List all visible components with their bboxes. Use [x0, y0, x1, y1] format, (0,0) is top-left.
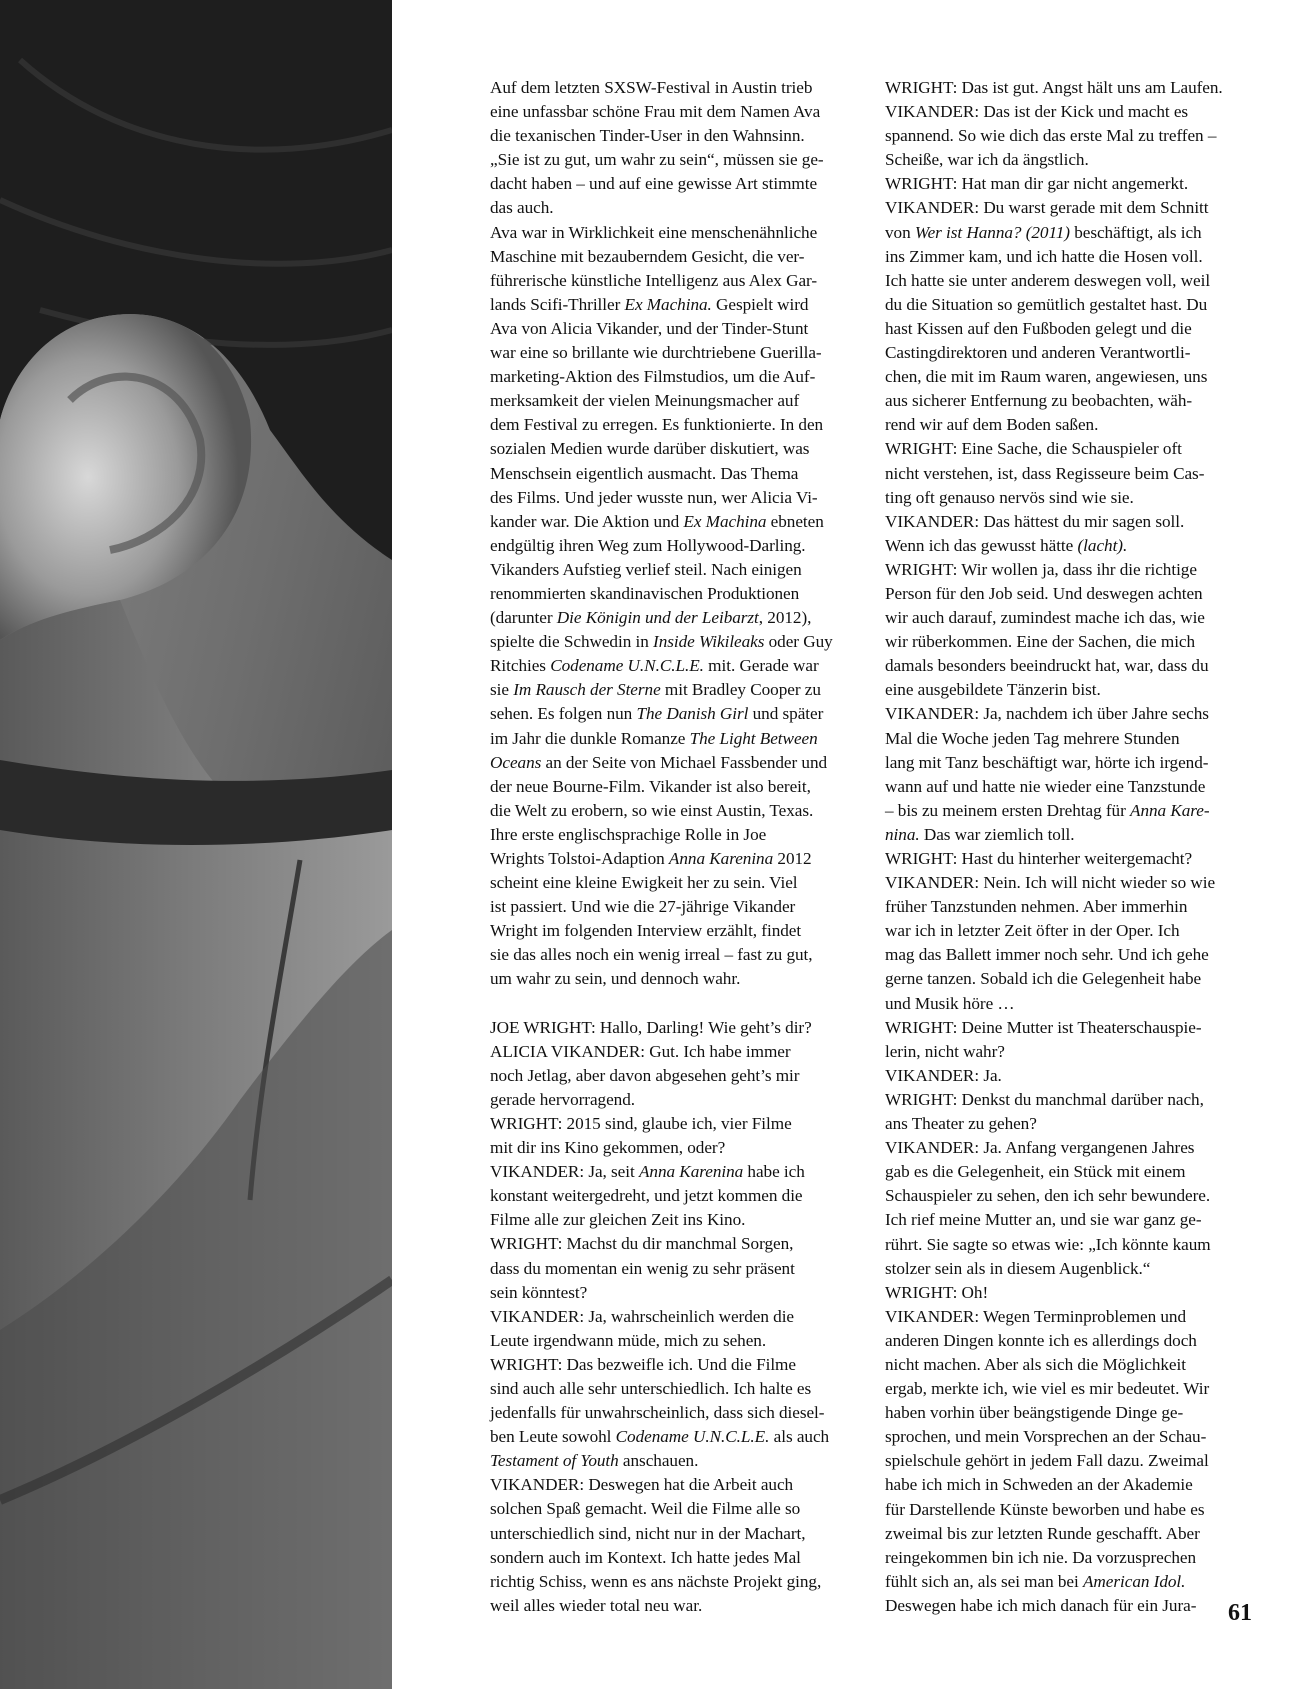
text-line — [490, 317, 860, 341]
text-run: rend wir auf dem Boden saßen. — [885, 415, 1099, 435]
text-run: im Jahr die dunkle Romanze — [490, 728, 690, 748]
text-line — [490, 1040, 860, 1064]
text-run: 2012 — [773, 849, 812, 868]
text-run: richtig Schiss, wenn es ans nächste Projekt ging, — [490, 1571, 822, 1591]
text-run: sein könntest? — [490, 1282, 588, 1302]
text-run: die Welt zu erobern, so wie einst Austin, Texas. — [490, 800, 814, 820]
paragraph-gap — [490, 992, 860, 1016]
text-run: WRIGHT: Hat man dir gar nicht angemerkt. — [885, 174, 1189, 194]
text-run: konstant weitergedreht, und jetzt kommen die — [490, 1186, 803, 1206]
text-line — [885, 606, 1257, 630]
italic-title: American Idol. — [1082, 1571, 1186, 1591]
italic-title: Inside Wikileaks — [653, 632, 765, 652]
text-line — [885, 558, 1257, 582]
text-line — [490, 630, 860, 654]
text-line — [490, 943, 860, 967]
page-number: 61 — [1228, 1600, 1252, 1626]
text-run: war eine so brillante wie durchtriebene Guerilla- — [490, 343, 822, 363]
text-run: lang mit Tanz beschäftigt war, hörte ich irgend- — [885, 752, 1209, 772]
text-run: unterschiedlich sind, nicht nur in der Machart, — [490, 1523, 806, 1543]
text-line — [885, 919, 1257, 943]
text-run: JOE WRIGHT: Hallo, Darling! Wie geht’s dir? — [490, 1017, 812, 1037]
text-run: VIKANDER: Nein. Ich will nicht wieder so wie — [885, 873, 1216, 893]
text-run: VIKANDER: Ja, seit — [490, 1162, 639, 1182]
text-line — [490, 823, 860, 847]
text-line — [490, 1594, 860, 1618]
text-line — [885, 1160, 1257, 1184]
text-line — [885, 1257, 1257, 1281]
text-run: Ava war in Wirklichkeit eine menschenähnliche — [490, 222, 818, 242]
text-line — [885, 1064, 1257, 1088]
text-line — [885, 1594, 1257, 1618]
text-run: lands Scifi-Thriller — [490, 294, 625, 314]
text-run: Leute irgendwann müde, mich zu sehen. — [490, 1330, 767, 1350]
text-run: zweimal bis zur letzten Runde geschafft. Aber — [885, 1523, 1200, 1543]
text-line — [490, 1522, 860, 1546]
text-run: WRIGHT: Denkst du manchmal darüber nach, — [885, 1089, 1204, 1109]
text-run: weil alles wieder total neu war. — [490, 1595, 703, 1615]
text-run: Wenn ich das gewusst hätte — [885, 535, 1078, 555]
text-line — [885, 1112, 1257, 1136]
text-run: ALICIA VIKANDER: Gut. Ich habe immer — [490, 1041, 791, 1061]
text-run: Ich hatte sie unter anderem deswegen voll, weil — [885, 270, 1211, 290]
text-line — [490, 1208, 860, 1232]
text-line — [490, 919, 860, 943]
text-line — [885, 1473, 1257, 1497]
text-run: gerade hervorragend. — [490, 1089, 636, 1109]
text-line — [885, 1184, 1257, 1208]
text-line — [885, 1329, 1257, 1353]
text-line — [885, 1546, 1257, 1570]
text-line — [885, 100, 1257, 124]
text-line — [490, 365, 860, 389]
text-run: WRIGHT: 2015 sind, glaube ich, vier Filme — [490, 1113, 792, 1133]
text-run: VIKANDER: Ja. — [885, 1065, 1002, 1085]
text-run: WRIGHT: Oh! — [885, 1282, 989, 1302]
text-line — [490, 437, 860, 461]
text-line — [490, 1088, 860, 1112]
text-run: – bis zu meinem ersten Drehtag für — [885, 800, 1131, 820]
text-line — [885, 1040, 1257, 1064]
text-run: wir auch darauf, zumindest mache ich das, wie — [885, 608, 1205, 628]
italic-title: Oceans — [490, 752, 542, 772]
text-line — [885, 1136, 1257, 1160]
text-line — [885, 1208, 1257, 1232]
text-line — [490, 871, 860, 895]
text-line — [885, 317, 1257, 341]
text-run: Vikanders Aufstieg verlief steil. Nach einigen — [490, 559, 802, 579]
article-right-column — [885, 76, 1257, 1618]
text-run: habe ich — [743, 1162, 805, 1182]
text-line — [885, 582, 1257, 606]
text-run: Ich rief meine Mutter an, und sie war ganz ge- — [885, 1210, 1202, 1230]
text-line — [490, 1016, 860, 1040]
text-line — [490, 1377, 860, 1401]
text-run: ting oft genauso nervös sind wie sie. — [885, 487, 1134, 507]
text-run: merksamkeit der vielen Meinungsmacher auf — [490, 391, 800, 411]
text-line — [885, 992, 1257, 1016]
text-run: haben vorhin über beängstigende Dinge ge- — [885, 1403, 1184, 1423]
text-line — [490, 1329, 860, 1353]
text-run: Auf dem letzten SXSW-Festival in Austin trieb — [490, 78, 813, 97]
italic-title: Anna Karenina — [638, 1162, 744, 1182]
text-run: Mal die Woche jeden Tag mehrere Stunden — [885, 728, 1180, 748]
italic-title: The Light Between — [689, 728, 818, 748]
text-line — [885, 221, 1257, 245]
text-run: Menschsein eigentlich ausmacht. Das Thema — [490, 463, 799, 483]
text-run: und später — [748, 704, 824, 724]
text-run: mit dir ins Kino gekommen, oder? — [490, 1138, 726, 1158]
text-run: mag das Ballett immer noch sehr. Und ich gehe — [885, 945, 1209, 965]
text-line — [885, 1570, 1257, 1594]
text-run: sie — [490, 680, 514, 700]
italic-title: Anna Karenina — [668, 849, 774, 868]
italic-title: Codename U.N.C.L.E. — [550, 656, 704, 676]
text-run: (darunter — [490, 608, 557, 628]
text-run: mit Bradley Cooper zu — [660, 680, 821, 700]
text-run: war ich in letzter Zeit öfter in der Oper. Ich — [885, 921, 1180, 941]
text-run: sehen. Es folgen nun — [490, 704, 637, 724]
text-run: Castingdirektoren und anderen Verantwortli- — [885, 343, 1191, 363]
text-run: kander war. Die Aktion und — [490, 511, 684, 531]
text-line — [885, 1425, 1257, 1449]
portrait-photo-graphic — [0, 0, 392, 1689]
text-run: jedenfalls für unwahrscheinlich, dass sich diesel- — [490, 1403, 825, 1423]
text-run: mit. Gerade war — [703, 656, 819, 676]
text-run: damals besonders beeindruckt hat, war, dass du — [885, 656, 1209, 676]
text-run: du die Situation so gemütlich gestaltet hast. Du — [885, 294, 1208, 314]
text-line — [490, 510, 860, 534]
italic-title: Wer ist Hanna? (2011) — [914, 222, 1070, 242]
text-line — [885, 1088, 1257, 1112]
text-line — [490, 124, 860, 148]
text-line — [490, 702, 860, 726]
text-line — [885, 76, 1257, 100]
text-run: VIKANDER: Ja, nachdem ich über Jahre sechs — [885, 704, 1209, 724]
text-run: als auch — [769, 1427, 830, 1447]
text-line — [885, 654, 1257, 678]
text-run: anschauen. — [618, 1451, 699, 1471]
text-run: die texanischen Tinder-User in den Wahnsinn. — [490, 126, 805, 146]
text-run: aus sicherer Entfernung zu beobachten, wäh- — [885, 391, 1193, 411]
italic-title: Testament of Youth — [490, 1451, 619, 1471]
text-line — [490, 582, 860, 606]
text-run: dass du momentan ein wenig zu sehr präsent — [490, 1258, 795, 1278]
italic-title: Anna Kare- — [1130, 800, 1210, 820]
text-line — [885, 1281, 1257, 1305]
text-line — [885, 341, 1257, 365]
text-run: fühlt sich an, als sei man bei — [885, 1571, 1083, 1591]
text-run: Scheiße, war ich da ängstlich. — [885, 150, 1089, 170]
text-run: nicht verstehen, ist, dass Regisseure beim Cas- — [885, 463, 1205, 483]
text-line — [490, 269, 860, 293]
text-line — [490, 606, 860, 630]
text-line — [885, 365, 1257, 389]
text-line — [490, 1546, 860, 1570]
text-line — [885, 1449, 1257, 1473]
text-line — [885, 1233, 1257, 1257]
text-line — [490, 100, 860, 124]
text-line — [885, 823, 1257, 847]
text-run: ans Theater zu gehen? — [885, 1114, 1037, 1134]
text-line — [490, 1401, 860, 1425]
text-run: WRIGHT: Wir wollen ja, dass ihr die richtige — [885, 559, 1197, 579]
text-run: der neue Bourne-Film. Vikander ist also bereit, — [490, 776, 811, 796]
text-run: wann auf und hatte nie wieder eine Tanzstunde — [885, 776, 1206, 796]
text-run: spielte die Schwedin in — [490, 632, 654, 652]
text-run: sondern auch im Kontext. Ich hatte jedes Mal — [490, 1547, 801, 1567]
text-run: eine unfassbar schöne Frau mit dem Namen Ava — [490, 102, 821, 122]
text-run: sind auch alle sehr unterschiedlich. Ich halte es — [490, 1378, 812, 1398]
italic-title: Ex Machina — [683, 511, 767, 531]
text-line — [490, 558, 860, 582]
text-run: sozialen Medien wurde darüber diskutiert, was — [490, 439, 810, 459]
text-run: nicht machen. Aber als sich die Möglichkeit — [885, 1354, 1186, 1374]
text-line — [490, 1425, 860, 1449]
text-line — [490, 678, 860, 702]
italic-title: Codename U.N.C.L.E. — [615, 1427, 770, 1447]
text-run: dacht haben – und auf eine gewisse Art stimmte — [490, 174, 818, 194]
text-line — [490, 727, 860, 751]
text-run: rührt. Sie sagte so etwas wie: „Ich könnte kaum — [885, 1234, 1211, 1254]
text-line — [885, 389, 1257, 413]
text-line — [490, 462, 860, 486]
text-line — [885, 751, 1257, 775]
text-line — [490, 1449, 860, 1473]
text-run: WRIGHT: Hast du hinterher weitergemacht? — [885, 849, 1193, 868]
text-line — [885, 727, 1257, 751]
text-line — [885, 1016, 1257, 1040]
text-run: früher Tanzstunden nehmen. Aber immerhin — [885, 897, 1188, 917]
text-run: wir rüberkommen. Eine der Sachen, die mich — [885, 632, 1196, 652]
text-run: Deswegen habe ich mich danach für ein Jura- — [885, 1595, 1197, 1615]
text-run: stolzer sein als in diesem Augenblick.“ — [885, 1258, 1151, 1278]
article-left-column — [490, 76, 860, 1618]
text-run: ergab, merkte ich, wie viel es mir bedeutet. Wir — [885, 1379, 1210, 1399]
text-run: Wrights Tolstoi-Adaption — [490, 849, 669, 868]
text-line — [490, 76, 860, 100]
text-run: VIKANDER: Du warst gerade mit dem Schnitt — [885, 198, 1209, 218]
text-run: endgültig ihren Weg zum Hollywood-Darling. — [490, 535, 806, 555]
italic-title: Ex Machina. — [624, 294, 712, 314]
italic-title: Im Rausch der Sterne — [513, 680, 661, 700]
text-line — [885, 1377, 1257, 1401]
text-run: beschäftigt, als ich — [1069, 222, 1202, 242]
text-line — [885, 269, 1257, 293]
text-line — [490, 486, 860, 510]
text-run: VIKANDER: Deswegen hat die Arbeit auch — [490, 1475, 794, 1495]
text-line — [490, 413, 860, 437]
text-line — [490, 293, 860, 317]
portrait-photo — [0, 0, 392, 1689]
text-line — [490, 534, 860, 558]
text-line — [885, 1401, 1257, 1425]
text-run: hast Kissen auf den Fußboden gelegt und die — [885, 318, 1192, 338]
text-line — [885, 293, 1257, 317]
text-line — [490, 895, 860, 919]
text-run: , 2012), — [758, 608, 812, 628]
text-line — [885, 702, 1257, 726]
text-run: des Films. Und jeder wusste nun, wer Alicia Vi- — [490, 487, 818, 507]
text-run: sprochen, und mein Vorsprechen an der Schau- — [885, 1427, 1207, 1447]
text-run: scheint eine kleine Ewigkeit her zu sein. Viel — [490, 873, 798, 893]
text-line — [490, 775, 860, 799]
text-line — [490, 654, 860, 678]
text-line — [885, 486, 1257, 510]
text-line — [490, 751, 860, 775]
text-line — [490, 1064, 860, 1088]
italic-title: nina. — [885, 824, 920, 844]
text-line — [885, 172, 1257, 196]
text-run: ist passiert. Und wie die 27-jährige Vikander — [490, 897, 796, 917]
text-line — [490, 1136, 860, 1160]
text-line — [885, 124, 1257, 148]
text-run: Wright im folgenden Interview erzählt, findet — [490, 921, 802, 941]
text-line — [885, 1498, 1257, 1522]
text-run: Ihre erste englischsprachige Rolle in Joe — [490, 824, 767, 844]
text-run: Person für den Job seid. Und deswegen achten — [885, 583, 1203, 603]
text-run: an der Seite von Michael Fassbender und — [541, 752, 828, 772]
text-line — [490, 847, 860, 871]
text-run: gab es die Gelegenheit, ein Stück mit einem — [885, 1162, 1186, 1182]
text-run: spielschule gehört in jedem Fall dazu. Zweimal — [885, 1451, 1209, 1471]
text-run: Schauspieler zu sehen, den ich sehr bewundere. — [885, 1186, 1211, 1206]
text-run: von — [885, 222, 915, 242]
text-line — [490, 1473, 860, 1497]
text-run: lerin, nicht wahr? — [885, 1041, 1005, 1061]
text-line — [885, 967, 1257, 991]
text-run: führerische künstliche Intelligenz aus Alex Gar- — [490, 270, 818, 290]
text-run: ins Zimmer kam, und ich hatte die Hosen voll. — [885, 246, 1203, 266]
text-line — [490, 389, 860, 413]
text-line — [885, 1305, 1257, 1329]
italic-title: The Danish Girl — [636, 704, 749, 724]
text-line — [490, 1570, 860, 1594]
text-line — [490, 1281, 860, 1305]
text-line — [490, 1305, 860, 1329]
text-run: ebneten — [766, 511, 824, 531]
text-run: reingekommen bin ich nie. Da vorzusprechen — [885, 1547, 1196, 1567]
text-run: renommierten skandinavischen Produktionen — [490, 583, 800, 603]
text-run: chen, die mit im Raum waren, angewiesen, uns — [885, 367, 1208, 387]
italic-title: (lacht). — [1077, 535, 1128, 555]
text-line — [490, 172, 860, 196]
text-line — [490, 1232, 860, 1256]
text-line — [490, 967, 860, 991]
text-run: spannend. So wie dich das erste Mal zu treffen – — [885, 126, 1217, 146]
text-run: WRIGHT: Das bezweifle ich. Und die Filme — [490, 1354, 796, 1374]
text-line — [885, 462, 1257, 486]
text-line — [490, 245, 860, 269]
text-run: anderen Dingen konnte ich es allerdings doch — [885, 1330, 1197, 1350]
text-line — [885, 1522, 1257, 1546]
text-run: WRIGHT: Machst du dir manchmal Sorgen, — [490, 1234, 794, 1254]
text-line — [490, 799, 860, 823]
text-run: ben Leute sowohl — [490, 1427, 616, 1447]
text-run: und Musik höre … — [885, 993, 1015, 1013]
text-line — [490, 1497, 860, 1521]
text-line — [490, 1353, 860, 1377]
text-line — [885, 148, 1257, 172]
text-run: „Sie ist zu gut, um wahr zu sein“, müssen sie ge- — [490, 150, 824, 170]
text-line — [885, 1353, 1257, 1377]
text-run: um wahr zu sein, und dennoch wahr. — [490, 969, 741, 989]
text-line — [885, 437, 1257, 461]
text-line — [885, 245, 1257, 269]
text-line — [885, 534, 1257, 558]
text-line — [490, 341, 860, 365]
text-run: Ava von Alicia Vikander, und der Tinder-Stunt — [490, 318, 809, 338]
text-run: noch Jetlag, aber davon abgesehen geht’s mir — [490, 1065, 800, 1085]
text-line — [490, 1184, 860, 1208]
text-run: eine ausgebildete Tänzerin bist. — [885, 680, 1101, 700]
text-line — [490, 1112, 860, 1136]
text-line — [490, 1257, 860, 1281]
text-run: das auch. — [490, 198, 554, 218]
text-run: WRIGHT: Das ist gut. Angst hält uns am Laufen. — [885, 78, 1223, 97]
text-run: dem Festival zu erregen. Es funktionierte. In den — [490, 415, 824, 435]
text-run: Das war ziemlich toll. — [919, 824, 1075, 844]
text-run: VIKANDER: Wegen Terminproblemen und — [885, 1306, 1187, 1326]
text-run: Maschine mit bezauberndem Gesicht, die ver- — [490, 246, 805, 266]
text-line — [885, 775, 1257, 799]
text-run: VIKANDER: Ja, wahrscheinlich werden die — [490, 1306, 794, 1326]
text-run: gerne tanzen. Sobald ich die Gelegenheit habe — [885, 969, 1202, 989]
text-line — [885, 413, 1257, 437]
text-line — [885, 510, 1257, 534]
text-run: Ritchies — [490, 656, 551, 676]
text-run: VIKANDER: Das hättest du mir sagen soll. — [885, 511, 1185, 531]
italic-title: Die Königin und der Leibarzt — [556, 608, 759, 628]
text-run: solchen Spaß gemacht. Weil die Filme alle so — [490, 1499, 801, 1519]
text-run: für Darstellende Künste beworben und habe es — [885, 1499, 1205, 1519]
text-line — [490, 221, 860, 245]
text-line — [885, 895, 1257, 919]
text-line — [490, 148, 860, 172]
text-line — [885, 871, 1257, 895]
text-line — [885, 799, 1257, 823]
text-run: WRIGHT: Deine Mutter ist Theaterschauspie- — [885, 1017, 1202, 1037]
text-line — [885, 196, 1257, 220]
text-run: WRIGHT: Eine Sache, die Schauspieler oft — [885, 439, 1182, 459]
text-run: VIKANDER: Das ist der Kick und macht es — [885, 102, 1189, 122]
text-run: sie das alles noch ein wenig irreal – fast zu gut, — [490, 945, 813, 965]
text-run: Gespielt wird — [711, 294, 809, 314]
text-run: habe ich mich in Schweden an der Akademie — [885, 1475, 1193, 1495]
text-line — [885, 847, 1257, 871]
text-run: marketing-Aktion des Filmstudios, um die Auf- — [490, 367, 816, 387]
text-run: VIKANDER: Ja. Anfang vergangenen Jahres — [885, 1138, 1195, 1158]
text-line — [885, 678, 1257, 702]
text-line — [885, 630, 1257, 654]
text-run: Filme alle zur gleichen Zeit ins Kino. — [490, 1210, 746, 1230]
text-run: oder Guy — [764, 632, 833, 652]
text-line — [490, 1160, 860, 1184]
text-line — [490, 196, 860, 220]
text-line — [885, 943, 1257, 967]
